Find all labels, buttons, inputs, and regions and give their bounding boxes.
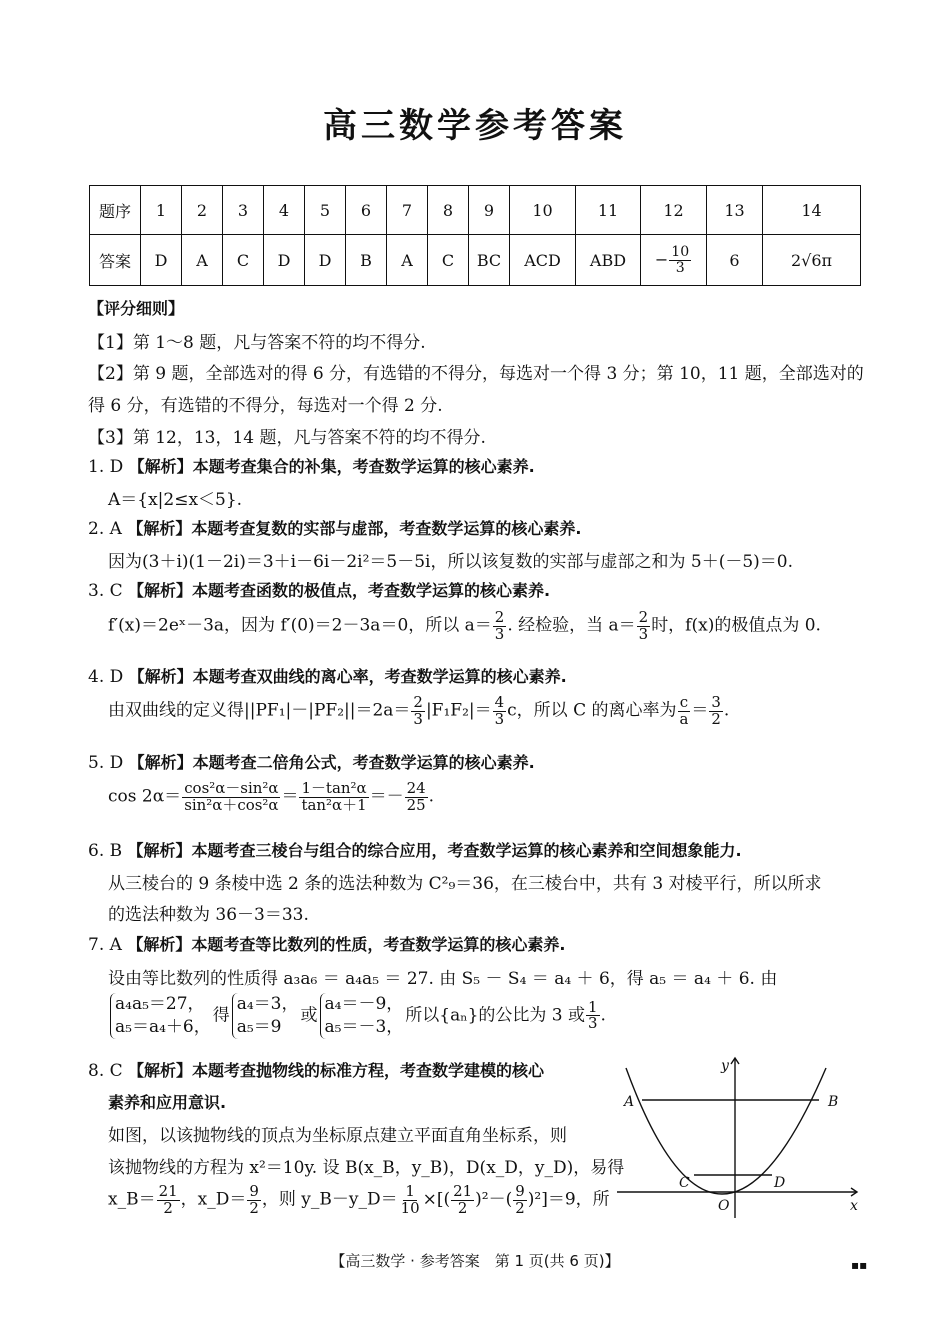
denominator: tan²α＋1 bbox=[301, 795, 367, 814]
question-number: 2. A bbox=[88, 519, 122, 539]
table-cell: 9 bbox=[469, 186, 510, 235]
numerator: 3 bbox=[711, 693, 721, 711]
analysis-tag: 【解析】本题考查等比数列的性质，考查数学运算的核心素养. bbox=[127, 935, 566, 954]
text: . bbox=[428, 786, 435, 807]
numerator: 21 bbox=[158, 1182, 178, 1200]
text: 得 bbox=[212, 1005, 230, 1026]
fraction bbox=[493, 695, 507, 727]
equation-system bbox=[320, 993, 404, 1039]
question-4-heading bbox=[88, 664, 567, 687]
text: ×[( bbox=[422, 1189, 451, 1210]
equation: a₄＝－9， bbox=[324, 994, 404, 1014]
fraction bbox=[493, 610, 507, 642]
question-number: 8. C bbox=[88, 1061, 123, 1081]
denominator: 2 bbox=[711, 709, 721, 728]
point-d-label: D bbox=[774, 1175, 786, 1191]
numerator: 24 bbox=[406, 779, 426, 797]
table-cell: 5 bbox=[305, 186, 346, 235]
parabola-diagram bbox=[612, 1050, 862, 1220]
origin-label: O bbox=[718, 1198, 730, 1214]
rules-heading: 【评分细则】 bbox=[88, 299, 185, 318]
text: 或 bbox=[300, 1005, 318, 1026]
row-label: 题序 bbox=[90, 186, 141, 235]
text: |F₁F₂|＝ bbox=[425, 700, 492, 721]
question-number: 4. D bbox=[88, 667, 124, 687]
text: 时，f(x)的极值点为 0. bbox=[651, 615, 821, 636]
text: ＝－ bbox=[369, 786, 404, 807]
y-axis-label: y bbox=[721, 1058, 729, 1074]
equation-system bbox=[232, 993, 299, 1039]
table-cell: 1 bbox=[141, 186, 182, 235]
fraction bbox=[451, 1184, 474, 1216]
table-cell: A bbox=[387, 235, 428, 286]
numerator: 2 bbox=[413, 693, 423, 711]
question-2-heading bbox=[88, 516, 581, 539]
table-cell: 3 bbox=[223, 186, 264, 235]
question-6-body-1: 从三棱台的 9 条棱中选 2 条的选法种数为 C²₉＝36，在三棱台中，共有 3 对棱平行，所以所求 bbox=[108, 874, 822, 894]
table-cell: 8 bbox=[428, 186, 469, 235]
table-cell: 10 bbox=[510, 186, 576, 235]
question-number: 1. D bbox=[88, 457, 124, 477]
equation: a₄a₅＝27， bbox=[115, 994, 205, 1014]
text: ＝ bbox=[281, 786, 299, 807]
fraction bbox=[677, 695, 690, 727]
table-cell: 2√6π bbox=[763, 235, 861, 286]
table-cell: 6 bbox=[707, 235, 763, 286]
fraction bbox=[669, 245, 691, 276]
question-6-body-2: 的选法种数为 36－3＝33. bbox=[108, 905, 309, 925]
question-number: 5. D bbox=[88, 753, 124, 773]
table-cell: 4 bbox=[264, 186, 305, 235]
text: f′(x)＝2eˣ－3a，因为 f′(0)＝2－3a＝0，所以 a＝ bbox=[108, 615, 492, 636]
x-axis-label: x bbox=[850, 1198, 858, 1214]
question-1-body: A＝{x|2≤x＜5}. bbox=[108, 490, 243, 510]
minus-sign: − bbox=[654, 249, 669, 269]
table-cell: 7 bbox=[387, 186, 428, 235]
table-cell: D bbox=[141, 235, 182, 286]
table-cell: 6 bbox=[346, 186, 387, 235]
denominator: 3 bbox=[638, 624, 649, 643]
analysis-tag: 【解析】本题考查抛物线的标准方程，考查数学建模的核心 bbox=[128, 1061, 545, 1080]
numerator: 21 bbox=[453, 1182, 473, 1200]
text: x_B＝ bbox=[108, 1189, 156, 1210]
question-4-body bbox=[108, 695, 729, 727]
denominator: 2 bbox=[249, 1198, 259, 1217]
question-number: 6. B bbox=[88, 841, 123, 861]
table-row-numbers bbox=[90, 186, 861, 235]
analysis-tag: 【解析】本题考查二倍角公式，考查数学运算的核心素养. bbox=[128, 753, 535, 772]
question-8-body-2: 该抛物线的方程为 x²＝10y. 设 B(x_B，y_B)，D(x_D，y_D)，易得 bbox=[108, 1158, 625, 1178]
question-2-body: 因为(3＋i)(1－2i)＝3＋i－6i－2i²＝5－5i，所以该复数的实部与虚部之和为 5＋(－5)＝0. bbox=[108, 552, 794, 572]
question-5-heading bbox=[88, 750, 535, 773]
numerator: 10 bbox=[671, 243, 690, 260]
rule-3: 【3】第 12，13，14 题，凡与答案不符的均不得分. bbox=[88, 428, 486, 448]
question-1-heading bbox=[88, 454, 535, 477]
numerator: 1 bbox=[405, 1182, 415, 1200]
text: )²]＝9，所 bbox=[527, 1189, 610, 1210]
table-cell: B bbox=[346, 235, 387, 286]
denominator: 2 bbox=[515, 1198, 525, 1217]
fraction bbox=[411, 695, 425, 727]
text: )²－( bbox=[475, 1189, 513, 1210]
question-8-body-1: 如图，以该抛物线的顶点为坐标原点建立平面直角坐标系，则 bbox=[108, 1126, 567, 1146]
fraction bbox=[637, 610, 651, 642]
table-cell: BC bbox=[469, 235, 510, 286]
equation: a₄＝3， bbox=[236, 994, 299, 1014]
denominator: 3 bbox=[588, 1014, 598, 1033]
fraction bbox=[513, 1184, 527, 1216]
table-cell-fraction bbox=[641, 235, 707, 286]
analysis-tag: 【解析】本题考查集合的补集，考查数学运算的核心素养. bbox=[128, 457, 535, 476]
fraction bbox=[182, 781, 280, 813]
text: 由双曲线的定义得||PF₁|－|PF₂||＝2a＝ bbox=[108, 700, 411, 721]
numerator: c bbox=[679, 693, 689, 711]
text: . bbox=[723, 700, 730, 721]
table-cell: 14 bbox=[763, 186, 861, 235]
table-cell: 2 bbox=[182, 186, 223, 235]
denominator: 25 bbox=[406, 795, 426, 814]
fraction bbox=[247, 1184, 261, 1216]
text: c，所以 C 的离心率为 bbox=[507, 700, 677, 721]
numerator: 2 bbox=[638, 608, 649, 626]
text: 所以{aₙ}的公比为 3 或 bbox=[405, 1005, 586, 1026]
text: . bbox=[600, 1005, 606, 1026]
point-b-label: B bbox=[828, 1094, 839, 1110]
page-footer: 【高三数学 · 参考答案 第 1 页(共 6 页)】 bbox=[330, 1252, 620, 1270]
question-7-heading bbox=[88, 932, 565, 955]
text: . 经检验，当 a＝ bbox=[507, 615, 636, 636]
denominator: sin²α＋cos²α bbox=[184, 795, 279, 814]
numerator: 9 bbox=[249, 1182, 259, 1200]
question-7-body-2 bbox=[108, 993, 606, 1039]
question-8-body-3 bbox=[108, 1184, 610, 1216]
table-cell: C bbox=[428, 235, 469, 286]
table-cell: 12 bbox=[641, 186, 707, 235]
row-label: 答案 bbox=[90, 235, 141, 286]
analysis-tag: 【解析】本题考查双曲线的离心率，考查数学运算的核心素养. bbox=[128, 667, 567, 686]
numerator: 2 bbox=[494, 608, 505, 626]
table-cell: ABD bbox=[576, 235, 641, 286]
equation-system bbox=[110, 993, 211, 1039]
rule-2b: 得 6 分，有选错的不得分，每选对一个得 2 分. bbox=[88, 396, 443, 416]
analysis-tag-cont: 素养和应用意识. bbox=[108, 1093, 227, 1112]
answer-table bbox=[89, 185, 861, 286]
numerator: 4 bbox=[494, 693, 505, 711]
text: ，x_D＝ bbox=[180, 1189, 247, 1210]
denominator: 3 bbox=[494, 709, 505, 728]
question-number: 3. C bbox=[88, 581, 123, 601]
question-6-heading bbox=[88, 838, 742, 861]
analysis-tag: 【解析】本题考查三棱台与组合的综合应用，考查数学运算的核心素养和空间想象能力. bbox=[127, 841, 742, 860]
denominator: 2 bbox=[163, 1198, 173, 1217]
denominator: 10 bbox=[400, 1198, 420, 1217]
table-cell: A bbox=[182, 235, 223, 286]
denominator: 3 bbox=[413, 709, 423, 728]
analysis-tag: 【解析】本题考查函数的极值点，考查数学运算的核心素养. bbox=[128, 581, 551, 600]
rule-2a: 【2】第 9 题，全部选对的得 6 分，有选错的不得分，每选对一个得 3 分；第 10，11 题，全部选对的 bbox=[88, 364, 864, 384]
table-row-answers bbox=[90, 235, 861, 286]
table-cell: 13 bbox=[707, 186, 763, 235]
table-cell: 11 bbox=[576, 186, 641, 235]
equation: a₅＝a₄＋6， bbox=[115, 1016, 211, 1037]
fraction bbox=[157, 1184, 180, 1216]
page-title: 高三数学参考答案 bbox=[323, 106, 627, 146]
fraction bbox=[586, 997, 600, 1033]
table-cell: ACD bbox=[510, 235, 576, 286]
corner-mark: ▪▪ bbox=[851, 1258, 868, 1272]
numerator: cos²α－sin²α bbox=[184, 779, 279, 797]
question-7-body-1: 设由等比数列的性质得 a₃a₆ ＝ a₄a₅ ＝ 27. 由 S₅ － S₄ ＝ a₄ ＋ 6，得 a₅ ＝ a₄ ＋ 6. 由 bbox=[108, 969, 778, 989]
point-c-label: C bbox=[679, 1175, 690, 1191]
fraction bbox=[399, 1184, 422, 1216]
analysis-tag: 【解析】本题考查复数的实部与虚部，考查数学运算的核心素养. bbox=[127, 519, 582, 538]
table-cell: C bbox=[223, 235, 264, 286]
fraction bbox=[299, 781, 368, 813]
text: cos 2α＝ bbox=[108, 786, 182, 807]
fraction bbox=[709, 695, 723, 727]
question-8-heading bbox=[88, 1058, 544, 1081]
question-number: 7. A bbox=[88, 935, 122, 955]
point-a-label: A bbox=[624, 1094, 635, 1110]
denominator: 3 bbox=[675, 259, 685, 276]
numerator: 9 bbox=[515, 1182, 525, 1200]
numerator: 1－tan²α bbox=[301, 779, 367, 797]
rule-1: 【1】第 1～8 题，凡与答案不符的均不得分. bbox=[88, 333, 426, 353]
denominator: 3 bbox=[494, 624, 505, 643]
table-cell: D bbox=[264, 235, 305, 286]
fraction bbox=[405, 781, 428, 813]
equation: a₅＝9 bbox=[236, 1016, 282, 1037]
table-cell: D bbox=[305, 235, 346, 286]
question-3-heading bbox=[88, 578, 550, 601]
text: ＝ bbox=[691, 700, 709, 721]
equation: a₅＝－3， bbox=[324, 1016, 404, 1037]
question-5-body bbox=[108, 781, 434, 813]
denominator: 2 bbox=[457, 1198, 468, 1217]
text: ，则 y_B－y_D＝ bbox=[261, 1189, 398, 1210]
numerator: 1 bbox=[588, 997, 598, 1016]
question-3-body bbox=[108, 610, 821, 642]
denominator: a bbox=[679, 709, 689, 728]
